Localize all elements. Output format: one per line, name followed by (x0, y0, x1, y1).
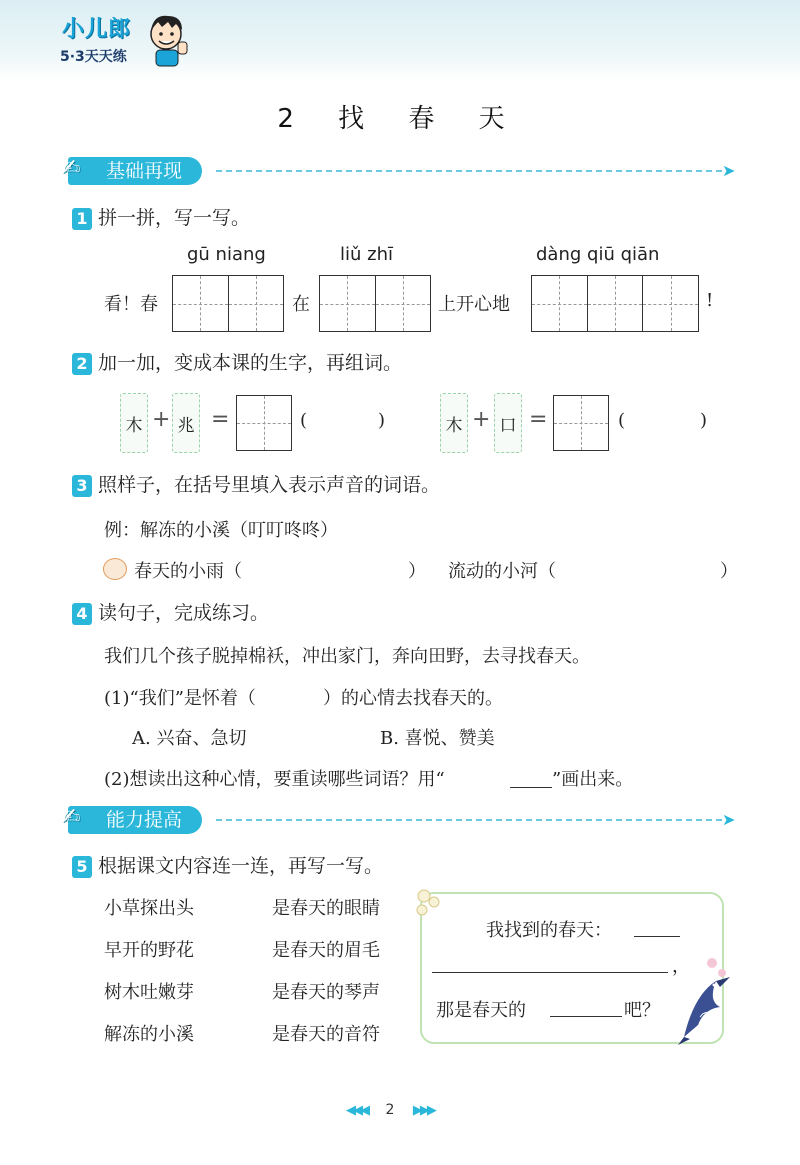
plus-sign: + (152, 407, 171, 432)
example-text: 例：解冻的小溪（叮叮咚咚） (104, 520, 338, 541)
sentence-end-mark: ! (706, 290, 714, 311)
character-card-zhao: 兆 (172, 393, 200, 453)
question-number: 4 (72, 603, 92, 625)
character-card-kou: 口 (494, 393, 522, 453)
item-1-suffix: ） (408, 561, 426, 582)
writing-grid-2[interactable] (319, 275, 431, 332)
item-1-prefix: 春天的小雨（ (134, 561, 242, 582)
sentence-part-2: 在 (292, 294, 310, 315)
question-5-title (72, 851, 383, 878)
option-b: B. 喜悦、赞美 (380, 728, 495, 749)
pinyin-1: gū niang (187, 244, 266, 265)
frame-line-1: 我找到的春天： (486, 920, 612, 941)
frame-line-3-prefix: 那是春天的 (436, 1000, 526, 1021)
logo-title: 小儿郎 (62, 17, 132, 42)
question-text: 照样子，在括号里填入表示声音的词语。 (98, 474, 441, 496)
section-label: 基础再现 (106, 160, 183, 182)
match-right-item[interactable]: 是春天的眉毛 (272, 940, 380, 961)
sub-question-2-suffix: ”画出来。 (552, 769, 634, 790)
match-left-item[interactable]: 树木吐嫩芽 (104, 982, 194, 1003)
character-card-mu-1: 木 (120, 393, 148, 453)
section-tag (62, 805, 202, 834)
flower-icon (410, 882, 450, 922)
question-text: 加一加，变成本课的生字，再组词。 (98, 352, 403, 374)
answer-grid-1[interactable] (236, 395, 292, 451)
next-arrows-icon[interactable]: ▶▶▶ (412, 1103, 434, 1118)
sub-question-1-prefix: (1)“我们”是怀着（ (104, 688, 256, 709)
logo-subtitle: 5·3天天练 (60, 49, 127, 65)
pencil-icon: ✍ (62, 156, 81, 181)
paren-close: ) (378, 410, 386, 431)
answer-line-1[interactable] (634, 936, 680, 937)
mascot-icon (146, 12, 190, 68)
arrow-right-icon: ➤ (722, 810, 736, 829)
paren-open: ( (300, 410, 308, 431)
match-right-item[interactable]: 是春天的琴声 (272, 982, 380, 1003)
question-number: 2 (72, 353, 92, 375)
pinyin-2: liǔ zhī (340, 244, 393, 265)
question-text: 根据课文内容连一连，再写一写。 (98, 855, 384, 877)
section-header-basic (62, 156, 738, 185)
page-title: 2 找 春 天 (277, 104, 523, 134)
section-tag (62, 156, 202, 185)
writing-grid-3[interactable] (531, 275, 699, 332)
underline-sample (510, 787, 552, 788)
option-a: A. 兴奋、急切 (132, 728, 247, 749)
item-2-prefix: 流动的小河（ (448, 561, 556, 582)
speech-bubble-icon (103, 558, 127, 580)
question-number: 1 (72, 208, 92, 230)
question-1-title (72, 203, 250, 230)
answer-grid-2[interactable] (553, 395, 609, 451)
question-4-title (72, 598, 269, 625)
match-right-item[interactable]: 是春天的音符 (272, 1024, 380, 1045)
page-number: 2 (385, 1102, 395, 1118)
character-card-mu-2: 木 (440, 393, 468, 453)
match-left-item[interactable]: 早开的野花 (104, 940, 194, 961)
item-2-suffix: ） (720, 561, 738, 582)
answer-line-3[interactable] (550, 1016, 622, 1017)
question-2-title (72, 348, 402, 375)
equals-sign: = (529, 407, 548, 432)
passage-text: 我们几个孩子脱掉棉袄，冲出家门，奔向田野，去寻找春天。 (104, 646, 590, 667)
paren-close: ) (700, 410, 708, 431)
sub-question-1-suffix: ）的心情去找春天的。 (323, 688, 503, 709)
pager (346, 1102, 434, 1118)
question-text: 读句子，完成练习。 (98, 602, 270, 624)
frame-comma: ， (672, 956, 690, 977)
match-left-item[interactable]: 小草探出头 (104, 898, 194, 919)
writing-grid-1[interactable] (172, 275, 284, 332)
equals-sign: = (211, 407, 230, 432)
prev-arrows-icon[interactable]: ◀◀◀ (346, 1103, 367, 1118)
question-number: 5 (72, 856, 92, 878)
pinyin-3: dàng qiū qiān (536, 244, 660, 265)
sentence-part-3: 上开心地 (438, 294, 510, 315)
sentence-part-1: 看！春 (104, 294, 158, 315)
frame-line-3-suffix: 吧？ (624, 1000, 660, 1021)
question-3-title (72, 470, 440, 497)
match-right-item[interactable]: 是春天的眼睛 (272, 898, 380, 919)
match-left-item[interactable]: 解冻的小溪 (104, 1024, 194, 1045)
arrow-right-icon: ➤ (722, 161, 736, 180)
question-number: 3 (72, 475, 92, 497)
plus-sign: + (472, 407, 491, 432)
logo (58, 12, 198, 72)
section-header-advanced (62, 805, 738, 834)
answer-line-2[interactable] (432, 972, 668, 973)
section-divider (216, 819, 722, 821)
swallow-icon (664, 955, 740, 1045)
sub-question-2-prefix: (2)想读出这种心情，要重读哪些词语？用“ (104, 769, 445, 790)
paren-open: ( (618, 410, 626, 431)
question-text: 拼一拼，写一写。 (98, 207, 251, 229)
section-label: 能力提高 (106, 809, 183, 831)
pencil-icon: ✍ (62, 805, 81, 830)
section-divider (216, 170, 722, 172)
